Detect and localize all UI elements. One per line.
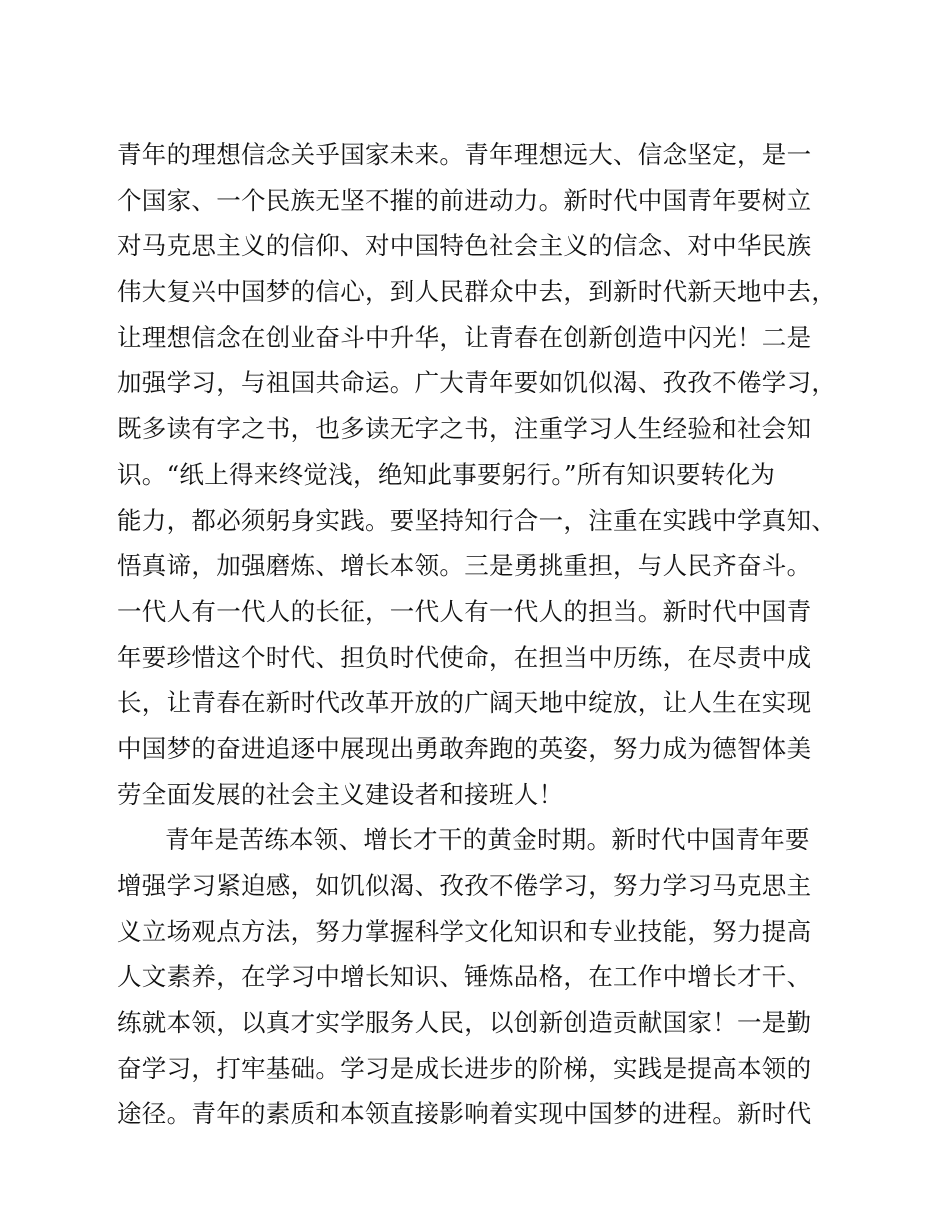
- text-line: 让理想信念在创业奋斗中升华，让青春在创新创造中闪光！二是: [117, 322, 812, 352]
- text-line: 练就本领，以真才实学服务人民，以创新创造贡献国家！一是勤: [117, 1008, 812, 1038]
- text-line: 劳全面发展的社会主义建设者和接班人！: [117, 779, 564, 809]
- text-line: 奋学习，打牢基础。学习是成长进步的阶梯，实践是提高本领的: [117, 1053, 812, 1083]
- text-line: 人文素养，在学习中增长知识、锤炼品格，在工作中增长才干、: [117, 962, 812, 992]
- text-line: 一代人有一代人的长征，一代人有一代人的担当。新时代中国青: [117, 596, 812, 626]
- text-line: 年要珍惜这个时代、担负时代使命，在担当中历练，在尽责中成: [117, 642, 812, 672]
- text-line: 伟大复兴中国梦的信心，到人民群众中去，到新时代新天地中去，: [117, 277, 837, 307]
- text-line: 悟真谛，加强磨炼、增长本领。三是勇挑重担，与人民齐奋斗。: [117, 551, 812, 581]
- text-line: 青年的理想信念关乎国家未来。青年理想远大、信念坚定，是一: [117, 140, 812, 169]
- text-line: 加强学习，与祖国共命运。广大青年要如饥似渴、孜孜不倦学习，: [117, 368, 837, 398]
- text-line: 中国梦的奋进追逐中展现出勇敢奔跑的英姿，努力成为德智体美: [117, 733, 812, 763]
- text-line: 途径。青年的素质和本领直接影响着实现中国梦的进程。新时代: [117, 1099, 812, 1129]
- text-line: 识。“纸上得来终觉浅，绝知此事要躬行。”所有知识要转化为: [117, 459, 776, 489]
- text-line: 对马克思主义的信仰、对中国特色社会主义的信念、对中华民族: [117, 231, 812, 261]
- text-line: 增强学习紧迫感，如饥似渴、孜孜不倦学习，努力学习马克思主: [117, 871, 812, 900]
- body-text: [117, 132, 837, 1137]
- text-line: 能力，都必须躬身实践。要坚持知行合一，注重在实践中学真知、: [117, 505, 837, 535]
- paragraph-first-line: 青年是苦练本领、增长才干的黄金时期。新时代中国青年要: [165, 825, 810, 855]
- text-line: 义立场观点方法，努力掌握科学文化知识和专业技能，努力提高: [117, 916, 812, 946]
- text-line: 长，让青春在新时代改革开放的广阔天地中绽放，让人生在实现: [117, 688, 812, 718]
- text-line: 既多读有字之书，也多读无字之书，注重学习人生经验和社会知: [117, 414, 812, 444]
- text-line: 个国家、一个民族无坚不摧的前进动力。新时代中国青年要树立: [117, 185, 812, 215]
